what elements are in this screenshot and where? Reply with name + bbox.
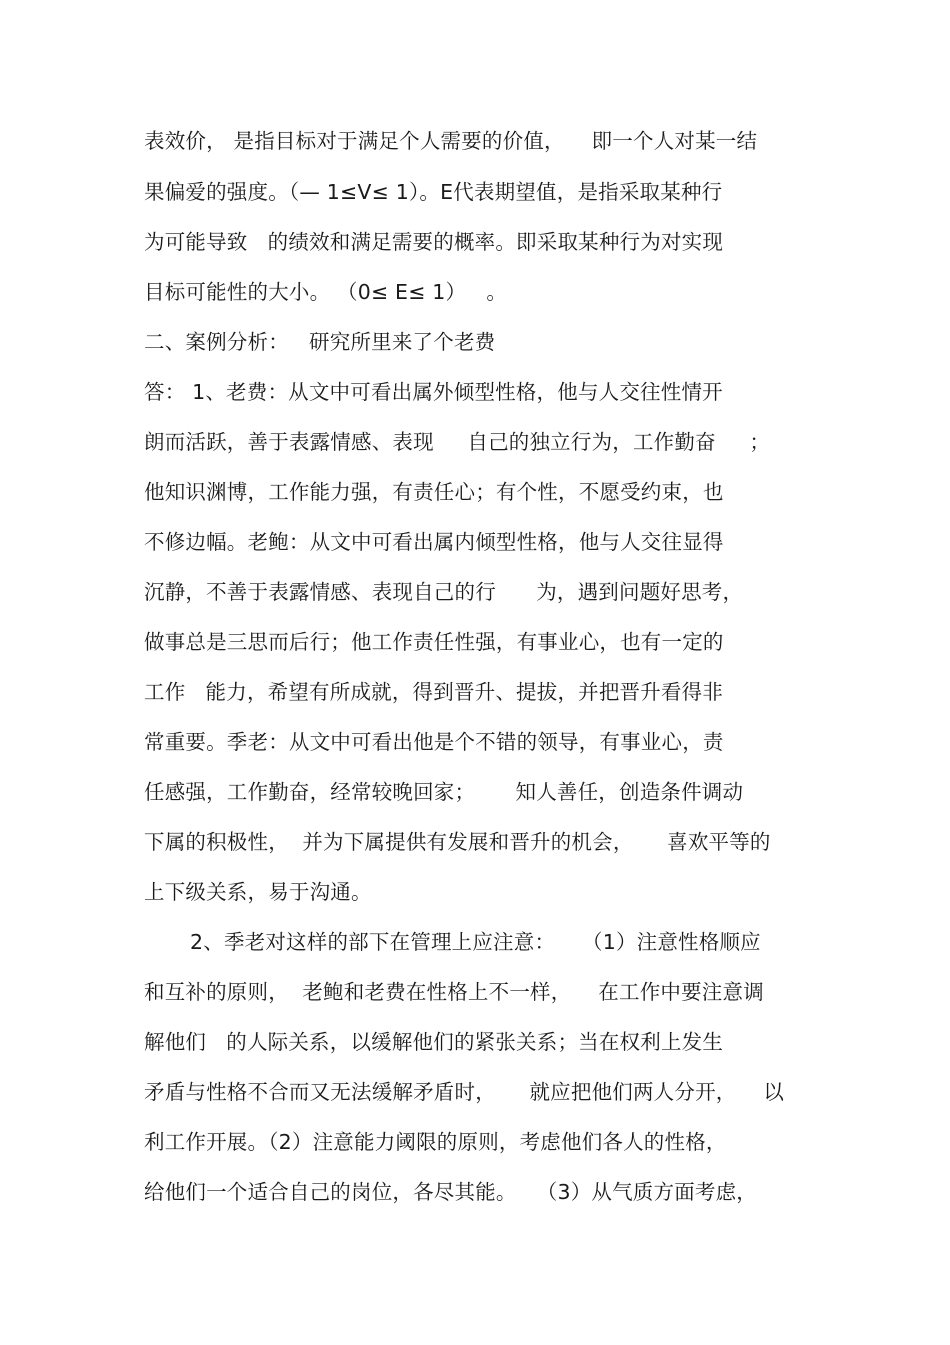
text-line: 表效价， 是指目标对于满足个人需要的价值， 即一个人对某一结 [144,129,758,153]
text-line: 2、季老对这样的部下在管理上应注意： （1）注意性格顺应 [190,930,761,954]
text-line: 为可能导致 的绩效和满足需要的概率。即采取某种行为对实现 [144,230,724,254]
text-line: 做事总是三思而后行；他工作责任性强，有事业心，也有一定的 [144,630,724,654]
text-line: 他知识渊博，工作能力强，有责任心；有个性，不愿受约束，也 [144,480,724,504]
text-line: 下属的积极性， 并为下属提供有发展和晋升的机会， 喜欢平等的 [144,830,771,854]
text-line: 果偏爱的强度。（— 1≤V≤ 1）。E代表期望值，是指采取某种行 [144,180,723,204]
text-line: 解他们 的人际关系，以缓解他们的紧张关系；当在权利上发生 [144,1030,724,1054]
text-line: 不修边幅。老鲍：从文中可看出属内倾型性格，他与人交往显得 [144,530,724,554]
text-line: 沉静，不善于表露情感、表现自己的行 为，遇到问题好思考， [144,580,744,604]
text-line: 朗而活跃，善于表露情感、表现 自己的独立行为，工作勤奋 ； [144,430,771,454]
text-line: 目标可能性的大小。 （0≤ E≤ 1） 。 [144,280,508,304]
text-line: 和互补的原则， 老鲍和老费在性格上不一样， 在工作中要注意调 [144,980,764,1004]
text-line: 利工作开展。（2）注意能力阈限的原则，考虑他们各人的性格， [144,1130,727,1154]
text-line: 任感强，工作勤奋，经常较晚回家； 知人善任，创造条件调动 [144,780,744,804]
text-line: 常重要。季老：从文中可看出他是个不错的领导，有事业心，责 [144,730,724,754]
section-heading: 二、案例分析： 研究所里来了个老费 [144,330,496,354]
text-line: 矛盾与性格不合而又无法缓解矛盾时， 就应把他们两人分开， 以 [144,1080,785,1104]
text-line: 工作 能力，希望有所成就，得到晋升、提拔，并把晋升看得非 [144,680,724,704]
text-line: 给他们一个适合自己的岗位，各尽其能。 （3）从气质方面考虑， [144,1180,757,1204]
text-line: 答： 1、老费：从文中可看出属外倾型性格，他与人交往性情开 [144,380,723,404]
text-line: 上下级关系，易于沟通。 [144,880,372,904]
